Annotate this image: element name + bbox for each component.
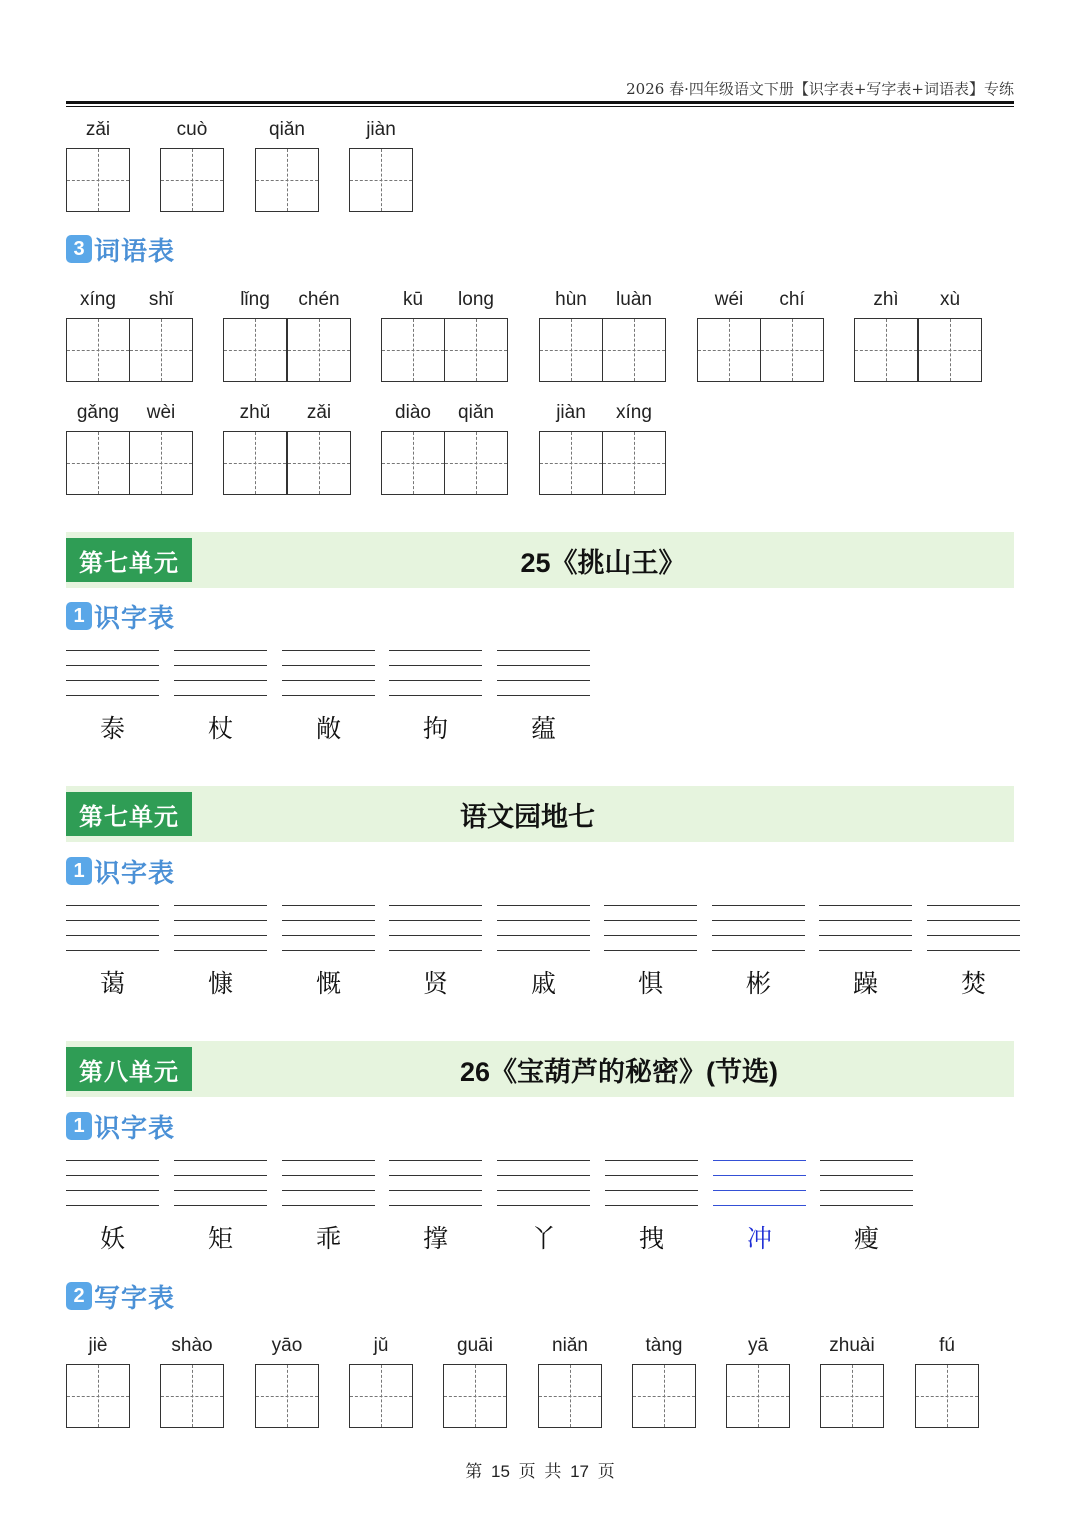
tianzige-box[interactable] [381,431,445,495]
tianzige-box[interactable] [602,318,666,382]
pinyin-label: zhǔ [239,402,271,423]
unit-banner [66,532,1014,588]
hanzi-char: 拽 [638,1224,664,1253]
lesson-title: 26《宝葫芦的秘密》(节选) [460,1056,779,1087]
hanzi-char: 躁 [852,969,878,998]
tianzige-box[interactable] [287,318,351,382]
tianzige-box[interactable] [381,318,445,382]
hanzi-char-highlighted: 冲 [746,1224,772,1253]
pinyin-label: jiàn [556,402,586,423]
section-title-xiezi [66,1279,175,1313]
pinyin-label: gǎng [76,402,120,423]
pinyin-label: shǐ [148,289,174,310]
tianzige-box[interactable] [918,318,982,382]
pinyin-writing-lines[interactable] [66,1160,159,1205]
section-number-badge: 1 [66,602,92,630]
pinyin-label: zhuài [829,1335,875,1356]
pinyin-label: zhì [873,289,899,310]
tianzige-box[interactable] [539,318,603,382]
header-rule-thin [66,106,1014,107]
section-label: 识字表 [94,857,176,888]
tianzige-box[interactable] [349,148,413,212]
tianzige-box[interactable] [129,431,193,495]
unit-tag: 第七单元 [66,792,192,836]
hanzi-char: 戚 [530,969,556,998]
pinyin-writing-lines[interactable] [605,1160,698,1205]
section-label: 写字表 [94,1282,176,1313]
tianzige-box[interactable] [854,318,918,382]
pinyin-writing-lines[interactable] [66,905,159,950]
lesson-title: 25《挑山王》 [520,547,686,578]
tianzige-box[interactable] [255,148,319,212]
pinyin-writing-lines[interactable] [819,905,912,950]
tianzige-box[interactable] [160,1364,224,1428]
tianzige-box[interactable] [287,431,351,495]
pinyin-writing-lines[interactable] [389,650,482,695]
pinyin-writing-lines[interactable] [604,905,697,950]
pinyin-label: luàn [616,289,652,310]
lesson-title: 语文园地七 [460,801,595,832]
pinyin-label: fú [939,1335,955,1356]
section-label: 词语表 [94,235,176,266]
tianzige-box[interactable] [443,1364,507,1428]
hanzi-char: 瘦 [853,1224,879,1253]
hanzi-char: 敞 [315,714,341,743]
pinyin-writing-lines[interactable] [66,650,159,695]
hanzi-char: 焚 [960,969,986,998]
pinyin-label: qiǎn [458,402,494,423]
unit-tag: 第七单元 [66,538,192,582]
pinyin-label: zǎi [306,402,332,423]
unit-banner [66,1041,1014,1097]
hanzi-char: 杖 [207,714,233,743]
pinyin-label: hùn [555,289,587,310]
hanzi-char: 蕴 [530,714,556,743]
tianzige-box[interactable] [760,318,824,382]
pinyin-writing-lines[interactable] [497,905,590,950]
pinyin-label: xù [939,289,961,310]
pinyin-label: diào [395,402,431,423]
hanzi-char: 矩 [207,1224,233,1253]
tianzige-box[interactable] [915,1364,979,1428]
hanzi-char: 惧 [637,969,663,998]
hanzi-char: 贤 [422,969,448,998]
pinyin-label: lǐng [240,289,270,310]
tianzige-box[interactable] [66,1364,130,1428]
pinyin-label: zǎi [85,119,111,140]
header-rule-thick [66,101,1014,104]
hanzi-char: 蔼 [99,969,125,998]
hanzi-char: 慷 [207,969,233,998]
pinyin-writing-lines[interactable] [389,1160,482,1205]
pinyin-label: guāi [457,1335,493,1356]
section-title-ciyu [66,232,175,266]
hanzi-char: 慨 [315,969,341,998]
tianzige-box[interactable] [129,318,193,382]
hanzi-char: 彬 [745,969,771,998]
pinyin-writing-lines[interactable] [174,1160,267,1205]
hanzi-char: 撑 [422,1224,448,1253]
hanzi-char: 乖 [315,1224,341,1253]
tianzige-box[interactable] [697,318,761,382]
hanzi-char: 拘 [422,714,448,743]
section-title-shizi [66,599,175,633]
pinyin-label: jiè [88,1335,108,1356]
pinyin-label: jiàn [366,119,396,140]
tianzige-box[interactable] [66,318,130,382]
pinyin-writing-lines[interactable] [927,905,1020,950]
pinyin-label: long [458,289,494,310]
tianzige-box[interactable] [538,1364,602,1428]
hanzi-char: 泰 [99,714,125,743]
pinyin-writing-lines[interactable] [497,650,590,695]
pinyin-writing-lines[interactable] [497,1160,590,1205]
pinyin-label: qiǎn [269,119,305,140]
tianzige-box[interactable] [349,1364,413,1428]
tianzige-box[interactable] [66,148,130,212]
pinyin-label: xíng [80,289,116,310]
tianzige-box[interactable] [66,431,130,495]
pinyin-writing-lines-highlighted[interactable] [713,1160,806,1205]
hanzi-char: 妖 [99,1224,125,1253]
section-label: 识字表 [94,602,176,633]
pinyin-writing-lines[interactable] [282,650,375,695]
pinyin-writing-lines[interactable] [282,1160,375,1205]
pinyin-label: jǔ [373,1335,389,1356]
hanzi-char: 丫 [530,1224,556,1253]
pinyin-label: niǎn [552,1335,588,1356]
tianzige-box[interactable] [539,431,603,495]
section-number-badge: 1 [66,1112,92,1140]
tianzige-box[interactable] [726,1364,790,1428]
pinyin-writing-lines[interactable] [389,905,482,950]
tianzige-box[interactable] [223,431,287,495]
pinyin-label: wèi [146,402,176,423]
pinyin-writing-lines[interactable] [282,905,375,950]
pinyin-label: shào [171,1335,213,1356]
tianzige-box[interactable] [602,431,666,495]
pinyin-writing-lines[interactable] [174,905,267,950]
document-header: 2026 春·四年级语文下册【识字表+写字表+词语表】专练 [626,80,1014,98]
section-title-shizi [66,1109,175,1143]
pinyin-writing-lines[interactable] [712,905,805,950]
tianzige-box[interactable] [223,318,287,382]
tianzige-box[interactable] [160,148,224,212]
tianzige-box[interactable] [820,1364,884,1428]
page-number: 第 15 页 共 17 页 [465,1462,615,1481]
pinyin-label: kū [402,289,424,310]
section-title-shizi [66,854,175,888]
tianzige-box[interactable] [444,431,508,495]
pinyin-label: wéi [714,289,744,310]
unit-banner [66,786,1014,842]
tianzige-box[interactable] [255,1364,319,1428]
tianzige-box[interactable] [444,318,508,382]
pinyin-writing-lines[interactable] [820,1160,913,1205]
pinyin-writing-lines[interactable] [174,650,267,695]
pinyin-label: chí [779,289,805,310]
pinyin-label: cuò [176,119,208,140]
section-label: 识字表 [94,1112,176,1143]
pinyin-label: tàng [645,1335,683,1356]
pinyin-label: yā [747,1335,769,1356]
section-number-badge: 1 [66,857,92,885]
section-number-badge: 2 [66,1282,92,1310]
pinyin-label: chén [298,289,340,310]
pinyin-label: yāo [271,1335,303,1356]
section-number-badge: 3 [66,235,92,263]
unit-tag: 第八单元 [66,1047,192,1091]
tianzige-box[interactable] [632,1364,696,1428]
pinyin-label: xíng [616,402,652,423]
